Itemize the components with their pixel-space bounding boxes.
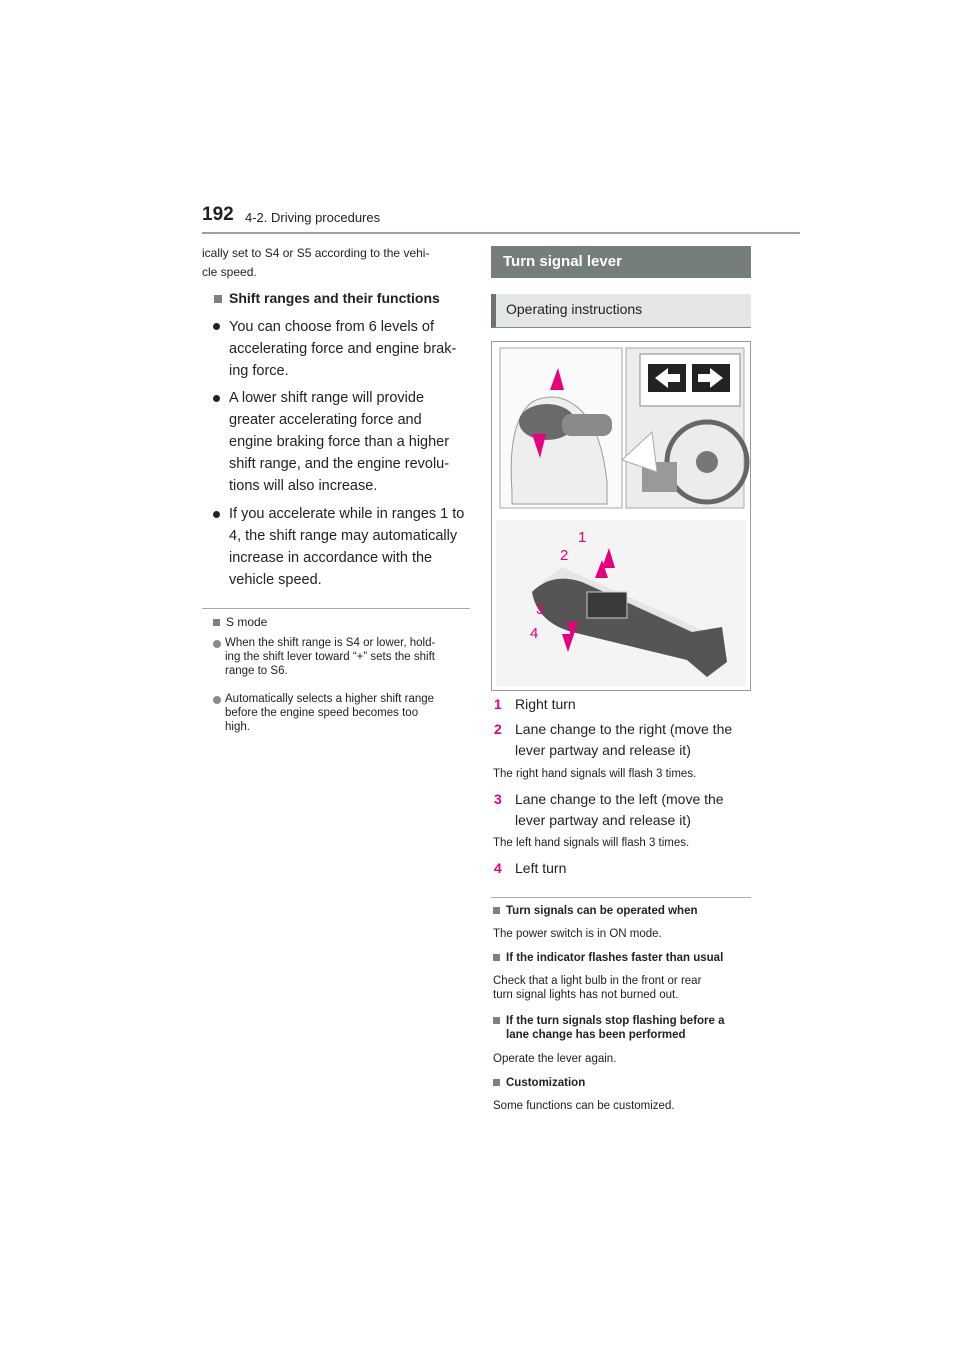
lever-stalk [562, 414, 612, 436]
step-number: 1 [494, 696, 502, 712]
section-heading-turn-signal: Turn signal lever [491, 246, 751, 278]
square-icon [213, 619, 220, 626]
note-dot-icon [213, 640, 221, 648]
continuation-text: ically set to S4 or S5 according to the vehi- cle speed. [202, 246, 430, 279]
label-2: 2 [560, 547, 569, 564]
label-3: 3 [536, 601, 545, 618]
bullet-icon [213, 511, 220, 518]
note-title-s-mode: S mode [213, 615, 267, 629]
note-title: Customization [493, 1076, 585, 1090]
label-1: 1 [578, 529, 587, 546]
bullet-item: A lower shift range will provide greater accelerating force and engine braking force than a higher shift range, and the engine revolu- tions will also increase. [229, 390, 450, 494]
label-4: 4 [530, 625, 539, 642]
notes-rule [491, 897, 751, 898]
note-item: Automatically selects a higher shift range before the engine speed becomes too high. [225, 693, 435, 733]
note-body: Check that a light bulb in the front or rear turn signal lights has not burned out. [493, 975, 702, 1001]
step-text: Left turn [515, 860, 567, 876]
steering-hub [696, 451, 718, 473]
square-icon [493, 1079, 500, 1086]
step-number: 3 [494, 791, 502, 807]
square-icon [493, 954, 500, 961]
note-item: When the shift range is S4 or lower, hold- ing the shift lever toward “+” sets the shift range to S6. [225, 637, 436, 677]
subheading-shift-ranges: Shift ranges and their functions [214, 290, 440, 306]
step-number: 2 [494, 721, 502, 737]
bullet-item: You can choose from 6 levels of accelerating force and engine brak- ing force. [229, 319, 457, 379]
square-icon [493, 1017, 500, 1024]
section-title: 4-2. Driving procedures [245, 210, 381, 225]
page-number: 192 [202, 204, 234, 225]
step-text: Lane change to the right (move the lever partway and release it) [515, 721, 733, 758]
notes-rule [202, 608, 470, 609]
step-text: Right turn [515, 696, 576, 712]
step-subtext: The right hand signals will flash 3 times. [493, 768, 697, 780]
lever-illustration-svg [492, 342, 750, 690]
note-body: Some functions can be customized. [493, 1100, 675, 1112]
header-rule [202, 232, 800, 234]
lever-switch [587, 592, 627, 618]
note-body: Operate the lever again. [493, 1053, 617, 1065]
bullet-icon [213, 395, 220, 402]
note-title: If the indicator flashes faster than usual [493, 951, 723, 965]
subsection-heading: Operating instructions [491, 294, 751, 328]
step-text: Lane change to the left (move the lever partway and release it) [515, 791, 724, 828]
square-icon [493, 907, 500, 914]
note-title: If the turn signals stop flashing before a lane change has been performed [493, 1014, 725, 1042]
bullet-icon [213, 323, 220, 330]
step-number: 4 [494, 860, 502, 876]
note-body: The power switch is in ON mode. [493, 928, 662, 940]
bullet-item: If you accelerate while in ranges 1 to 4, the shift range may automatically increase in accordance with the vehicle speed. [229, 506, 465, 588]
note-dot-icon [213, 696, 221, 704]
turn-signal-illustration [491, 341, 751, 691]
square-icon [214, 295, 222, 303]
step-subtext: The left hand signals will flash 3 times. [493, 837, 690, 849]
note-title: Turn signals can be operated when [493, 904, 698, 918]
